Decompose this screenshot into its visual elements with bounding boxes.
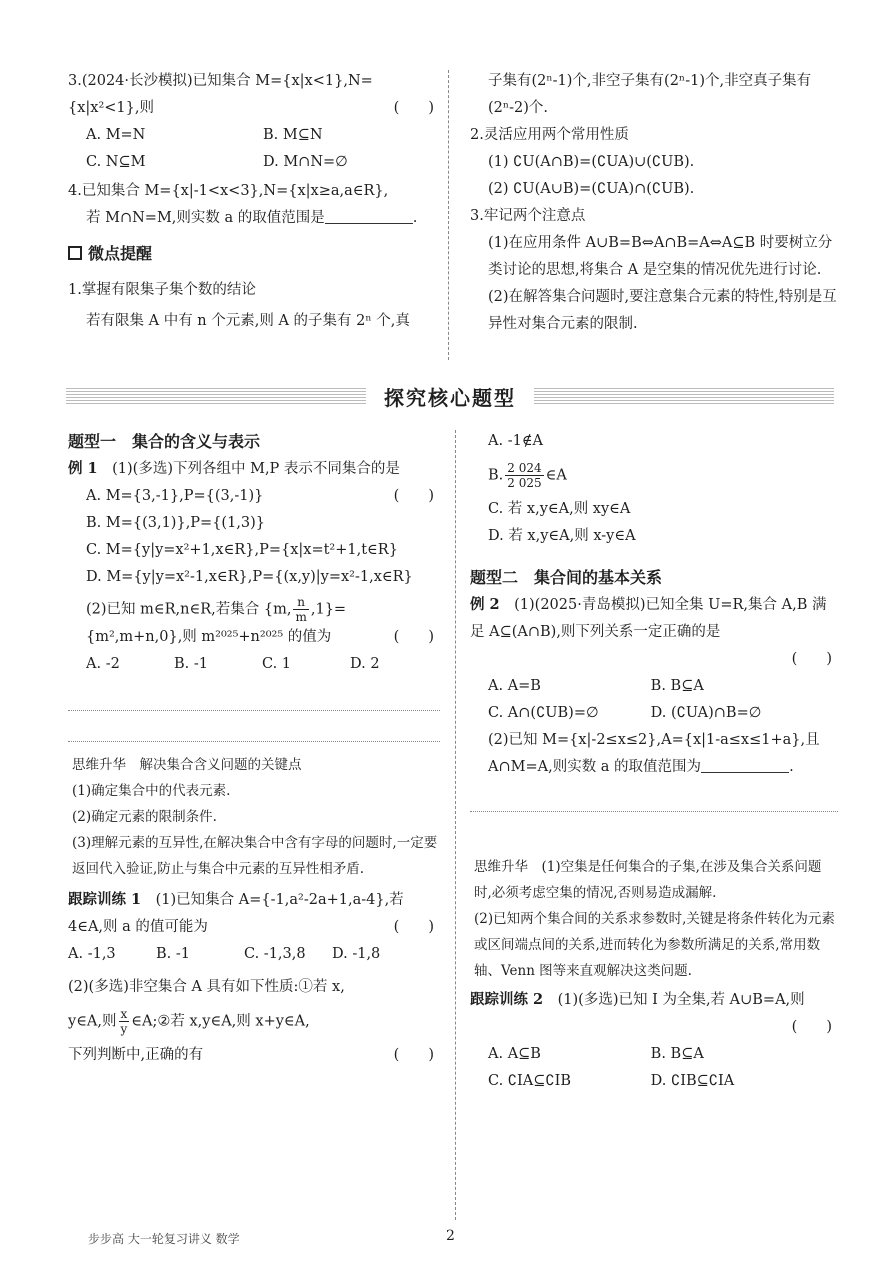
banner-title: 探究核心题型 [66,382,834,411]
option-a[interactable]: A. -1,3 [68,946,116,962]
track-2-options-2 [470,1068,838,1095]
option-c[interactable]: C. -1,3,8 [244,946,306,962]
option-a[interactable]: A. A=B [488,678,541,694]
type-1-heading: 题型一 集合的含义与表示 [68,432,261,451]
thinking-item: 思维升华 (1)空集是任何集合的子集,在涉及集合关系问题时,必须考虑空集的情况,否则易造成漏解. [474,859,822,901]
example-2-paren: ( ) [791,651,832,667]
thinking-item: (3)理解元素的互异性,在解决集合中含有字母的问题时,一定要返回代入验证,防止与集合中元素的互异性相矛盾. [72,835,438,877]
option-d[interactable]: D. M∩N=∅ [263,154,348,170]
thinking-box-2 [470,854,838,984]
track-2-q1: 跟踪训练 2 (1)(多选)已知 I 为全集,若 A∪B=A,则 [470,991,805,1008]
option-c[interactable]: C. 1 [262,656,292,672]
option-c[interactable]: C. A∩(∁UB)=∅ [488,705,599,721]
example-1-q2-options [68,651,440,678]
top-left-column [68,68,440,335]
track-1-option-a[interactable]: A. -1∉A [488,433,544,449]
question-4-line-2: 若 M∩N=M,则实数 a 的取值范围是 . [68,205,440,232]
section-banner [66,380,834,414]
question-3-options [68,122,440,149]
track-1-q2-line-1: (2)(多选)非空集合 A 具有如下性质:①若 x, [68,979,345,995]
example-2-options [470,673,838,700]
example-2-q1: 例 2 (1)(2025·青岛模拟)已知全集 U=R,集合 A,B 满足 A⊆(A∩B),则下列关系一定正确的是 [470,596,827,640]
type-2-heading: 题型二 集合间的基本关系 [470,568,663,587]
option-d[interactable]: D. (∁UA)∩B=∅ [650,705,762,721]
example-1-q1: 例 1 (1)(多选)下列各组中 M,P 表示不同集合的是 ( ) [68,460,434,504]
answer-blank[interactable] [325,207,413,224]
thinking-box-1 [68,752,440,882]
track-1-options [68,941,440,968]
example-1-option-c[interactable]: C. M={y|y=x²+1,x∈R},P={x|x=t²+1,t∈R} [86,542,398,558]
dotted-separator [470,811,838,812]
track-1-option-d[interactable]: D. 若 x,y∈A,则 x-y∈A [488,528,636,544]
reminder-2-b: (2) ∁U(A∪B)=(∁UA)∩(∁UB). [488,181,695,197]
question-4-line-1: 4.已知集合 M={x|-1<x<3},N={x|x≥a,a∈R}, [68,183,389,199]
thinking-item: (2)确定元素的限制条件. [72,809,217,825]
column-divider-bottom [455,430,456,1220]
example-1-q2-cont: {m²,m+n,0},则 m²⁰²⁵+n²⁰²⁵ 的值为 ( ) [86,629,434,645]
example-1-q2: (2)已知 m∈R,n∈R,若集合 {m, $\frac{n}{m}$ ,1}= [86,595,347,624]
option-a[interactable]: A. A⊆B [488,1046,541,1062]
option-b[interactable]: B. B⊆A [650,1046,704,1062]
reminder-2-a: (1) ∁U(A∩B)=(∁UA)∪(∁UB). [488,154,695,170]
option-b[interactable]: B. M⊆N [263,127,323,143]
right-column [470,428,838,1095]
question-3: 3.(2024·长沙模拟)已知集合 M={x|x<1},N={x|x²<1},则 ( ) [68,73,434,116]
track-2-options [470,1041,838,1068]
option-d[interactable]: D. 2 [350,656,380,672]
thinking-item: (1)确定集合中的代表元素. [72,783,231,799]
option-a[interactable]: A. -2 [86,656,120,672]
track-1-q1: 跟踪训练 1 (1)已知集合 A={-1,a²-2a+1,a-4},若 4∈A,则 a 的值可能为 ( ) [68,891,434,935]
left-column [68,428,440,1069]
reminder-3-a: (1)在应用条件 A∪B=B⇔A∩B=A⇔A⊆B 时要树立分类讨论的思想,将集合 A 是空集的情况优先进行讨论. [488,235,833,278]
fraction-x-over-y: $\frac{x}{y}$ [120,1007,128,1036]
example-1-option-a[interactable]: A. M={3,-1},P={(3,-1)} [86,488,264,504]
option-d[interactable]: D. -1,8 [332,946,381,962]
track-1-option-b[interactable]: B. $\frac{2 024}{2 025}$ ∈A [488,461,567,490]
option-c[interactable]: C. N⊆M [86,154,146,170]
option-b[interactable]: B. -1 [156,946,190,962]
option-c[interactable]: C. ∁IA⊆∁IB [488,1073,571,1089]
track-1-q2-line-3: 下列判断中,正确的有 ( ) [68,1047,434,1063]
thinking-item: (2)已知两个集合间的关系求参数时,关键是将条件转化为元素或区间端点间的关系,进而转化为参数所满足的关系,常用数轴、Venn 图等来直观解决这类问题. [474,911,835,979]
fraction-n-over-m: $\frac{n}{m}$ [295,595,307,624]
column-divider-top [448,70,449,360]
question-3-options-2 [68,149,440,176]
page-number: 2 [446,1228,455,1244]
fraction-2024-over-2025: $\frac{2 024}{2 025}$ [507,461,542,490]
option-a[interactable]: A. M=N [86,127,146,143]
dotted-separator [68,710,440,711]
reminder-3-title: 3.牢记两个注意点 [470,208,586,224]
dotted-separator [68,741,440,742]
answer-blank[interactable] [701,756,789,773]
thinking-box-title: 思维升华 解决集合含义问题的关键点 [72,757,302,773]
example-1-option-d[interactable]: D. M={y|y=x²-1,x∈R},P={(x,y)|y=x²-1,x∈R} [86,569,413,585]
track-1-q2-line-2: y∈A,则 $\frac{x}{y}$ ∈A;②若 x,y∈A,则 x+y∈A, [68,1007,310,1036]
example-2-options-2 [470,700,838,727]
reminder-1-text: 若有限集 A 中有 n 个元素,则 A 的子集有 2ⁿ 个,真 [86,313,410,329]
reminder-heading: 微点提醒 [68,240,440,267]
reminder-1-continued: 子集有(2ⁿ-1)个,非空子集有(2ⁿ-1)个,非空真子集有(2ⁿ-2)个. [488,73,812,116]
option-d[interactable]: D. ∁IB⊆∁IA [650,1073,735,1089]
reminder-1-title: 1.掌握有限集子集个数的结论 [68,282,256,298]
top-right-column [470,68,838,338]
example-2-q2: (2)已知 M={x|-2≤x≤2},A={x|1-a≤x≤1+a},且 A∩M=A,则实数 a 的取值范围为 . [488,732,820,775]
footer-book-title: 步步高 大一轮复习讲义 数学 [88,1232,240,1246]
option-b[interactable]: B. B⊆A [650,678,704,694]
track-1-option-c[interactable]: C. 若 x,y∈A,则 xy∈A [488,501,631,517]
example-1-option-b[interactable]: B. M={(3,1)},P={(1,3)} [86,515,266,531]
reminder-3-b: (2)在解答集合问题时,要注意集合元素的特性,特别是互异性对集合元素的限制. [488,289,837,332]
square-marker-icon [68,246,82,260]
reminder-2-title: 2.灵活应用两个常用性质 [470,127,629,143]
option-b[interactable]: B. -1 [174,656,208,672]
track-2-paren: ( ) [791,1019,832,1035]
